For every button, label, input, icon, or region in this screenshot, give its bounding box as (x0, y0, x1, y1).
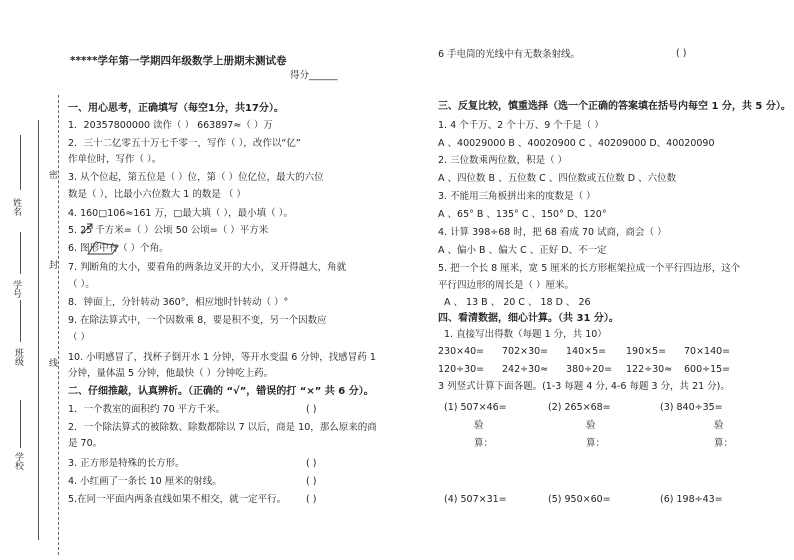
direct-calc-heading: 1. 直接写出得数（每题 1 分，共 10） (444, 329, 607, 340)
question-10-line1: 10. 小明感冒了，找杯子倒开水 1 分钟，等开水变温 6 分钟，找感冒药 1 (68, 352, 376, 363)
quadrilateral-figure-icon (86, 240, 120, 256)
direct-calc-r2-3: 380÷20= (566, 364, 613, 375)
judge-3: 3. 正方形是特殊的长方形。 (68, 458, 185, 469)
choice-5-question-line1: 5. 把一个长 8 厘米，宽 5 厘米的长方形框架拉成一个平行四边形，这个 (438, 263, 741, 274)
section2-heading: 二、仔细推敲，认真辨析。（正确的 “√”，错误的打 “×” 共 6 分）。 (68, 386, 374, 397)
choice-5-question-line2: 平行四边形的周长是（ ）厘米。 (438, 280, 575, 291)
check-label-3b: 算： (714, 438, 734, 449)
direct-calc-r2-2: 242÷30≈ (502, 364, 549, 375)
arrow-shape-icon (80, 222, 94, 236)
direct-calc-r2-4: 122÷30≈ (626, 364, 673, 375)
section3-heading: 三、反复比较，慎重选择（选一个正确的答案填在括号内每空 1 分，共 5 分）。 (438, 101, 791, 112)
direct-calc-r1-1: 230×40= (438, 346, 485, 357)
vertical-calc-heading: 3 列竖式计算下面各题。(1-3 每题 4 分, 4-6 每题 3 分，共 21 分)。 (438, 381, 730, 392)
vertical-calc-5: (5) 950×60= (548, 494, 611, 505)
side-underline-number (20, 232, 21, 274)
question-10-line2: 分钟，量体温 5 分钟，他最快（ ）分钟吃上药。 (68, 368, 274, 379)
vertical-calc-2: (2) 265×68= (548, 402, 611, 413)
score-label: 得分______ (290, 70, 338, 81)
judge-2-line1: 2．一个除法算式的被除数、除数都除以 7 以后，商是 10，那么原来的商 (68, 422, 377, 433)
vertical-calc-3: (3) 840÷35= (660, 402, 723, 413)
seal-feng: 封 (47, 260, 57, 269)
check-label-2a: 验 (586, 420, 596, 431)
question-3-line1: 3. 从个位起，第五位是（ ）位，第（ ）位亿位，最大的六位 (68, 172, 324, 183)
seal-xian: 线 (47, 358, 57, 367)
side-underline-school (20, 400, 21, 448)
choice-4-question: 4. 计算 398÷68 时，把 68 看成 70 试商，商会（ ） (438, 227, 667, 238)
question-5: 5. 25 千方米=（ ）公顷 50 公顷=（ ）平方米 (68, 225, 269, 236)
check-label-1b: 算： (474, 438, 494, 449)
side-label-class: 班级 (13, 348, 23, 366)
direct-calc-r2-1: 120÷30= (438, 364, 485, 375)
choice-3-options: A 、65° B 、135° C 、150° D、120° (438, 209, 607, 220)
check-label-1a: 验 (474, 420, 484, 431)
direct-calc-r1-5: 70×140= (684, 346, 731, 357)
question-9-line1: 9. 在除法算式中，一个因数乘 8，要是积不变，另一个因数应 (68, 315, 327, 326)
vertical-calc-6: (6) 198÷43= (660, 494, 723, 505)
binding-dashed-line (58, 95, 59, 555)
direct-calc-r1-2: 702×30= (502, 346, 549, 357)
direct-calc-r1-3: 140×5= (566, 346, 607, 357)
judge-1: 1．一个教室的面积约 70 平方千米。 (68, 404, 226, 415)
question-1: 1．20357800000 读作（ ） 663897≈（ ）万 (68, 120, 273, 131)
judge-5-answer[interactable]: ( ) (306, 494, 317, 505)
side-label-school: 学校 (13, 452, 23, 470)
vertical-calc-4: (4) 507×31= (444, 494, 507, 505)
judge-6-answer[interactable]: ( ) (676, 48, 687, 59)
side-underline-class (20, 300, 21, 342)
section4-heading: 四、看清数据，细心计算。（共 31 分）。 (438, 313, 619, 324)
vertical-calc-1: (1) 507×46= (444, 402, 507, 413)
choice-1-question: 1. 4 个千万、2 个十万、9 个千是（ ） (438, 120, 604, 131)
side-label-name: 姓名 (11, 198, 21, 216)
side-underline-name (20, 135, 21, 190)
judge-1-answer[interactable]: ( ) (306, 404, 317, 415)
judge-5: 5.在同一平面内两条直线如果不相交，就一定平行。 (68, 494, 287, 505)
page-title: *****学年第一学期四年级数学上册期末测试卷 (70, 55, 287, 67)
question-4: 4. 160□106≈161 万，□最大填（ ），最小填（ ）。 (68, 208, 293, 219)
direct-calc-r1-4: 190×5= (626, 346, 667, 357)
choice-1-options: A 、40029000 B 、40020900 C 、40209000 D、40020090 (438, 138, 715, 149)
question-8: 8．钟面上，分针转动 360°，相应地时针转动（ ）° (68, 297, 289, 308)
judge-3-answer[interactable]: ( ) (306, 458, 317, 469)
seal-mi: 密 (47, 170, 57, 179)
choice-3-question: 3. 不能用三角板拼出来的度数是（ ） (438, 191, 596, 202)
question-7-line2: （ ）。 (68, 279, 95, 290)
question-2-line1: 2．三十二亿零五十万七千零一，写作（ ），改作以“亿” (68, 138, 301, 149)
judge-4: 4. 小红画了一条长 10 厘米的射线。 (68, 476, 222, 487)
judge-4-answer[interactable]: ( ) (306, 476, 317, 487)
question-6: 6. 图形中有（ ）个角。 (68, 243, 169, 254)
choice-5-options: A 、 13 B 、 20 C 、 18 D 、 26 (444, 297, 591, 308)
question-3-line2: 数是（ ），比最小六位数大 1 的数是 （ ） (68, 189, 246, 200)
choice-4-options: A 、偏小 B 、偏大 C 、正好 D、不一定 (438, 245, 607, 256)
judge-6: 6 手电筒的光线中有无数条射线。 (438, 49, 581, 60)
check-label-2b: 算： (586, 438, 606, 449)
question-9-line2: （ ） (68, 332, 91, 343)
check-label-3a: 验 (714, 420, 724, 431)
question-2-line2: 作单位时，写作（ ）。 (68, 154, 162, 165)
question-7-line1: 7. 判断角的大小，要看角的两条边叉开的大小，叉开得越大，角就 (68, 262, 347, 273)
judge-2-line2: 是 70。 (68, 438, 103, 449)
direct-calc-r2-5: 600÷15= (684, 364, 731, 375)
choice-2-options: A 、四位数 B 、五位数 C 、四位数或五位数 D 、六位数 (438, 173, 677, 184)
section1-heading: 一、用心思考，正确填写（每空1分，共17分）。 (68, 103, 284, 114)
binding-solid-line (38, 120, 39, 540)
side-label-number: 学号 (11, 280, 21, 298)
choice-2-question: 2. 三位数乘两位数，积是（ ） (438, 155, 568, 166)
